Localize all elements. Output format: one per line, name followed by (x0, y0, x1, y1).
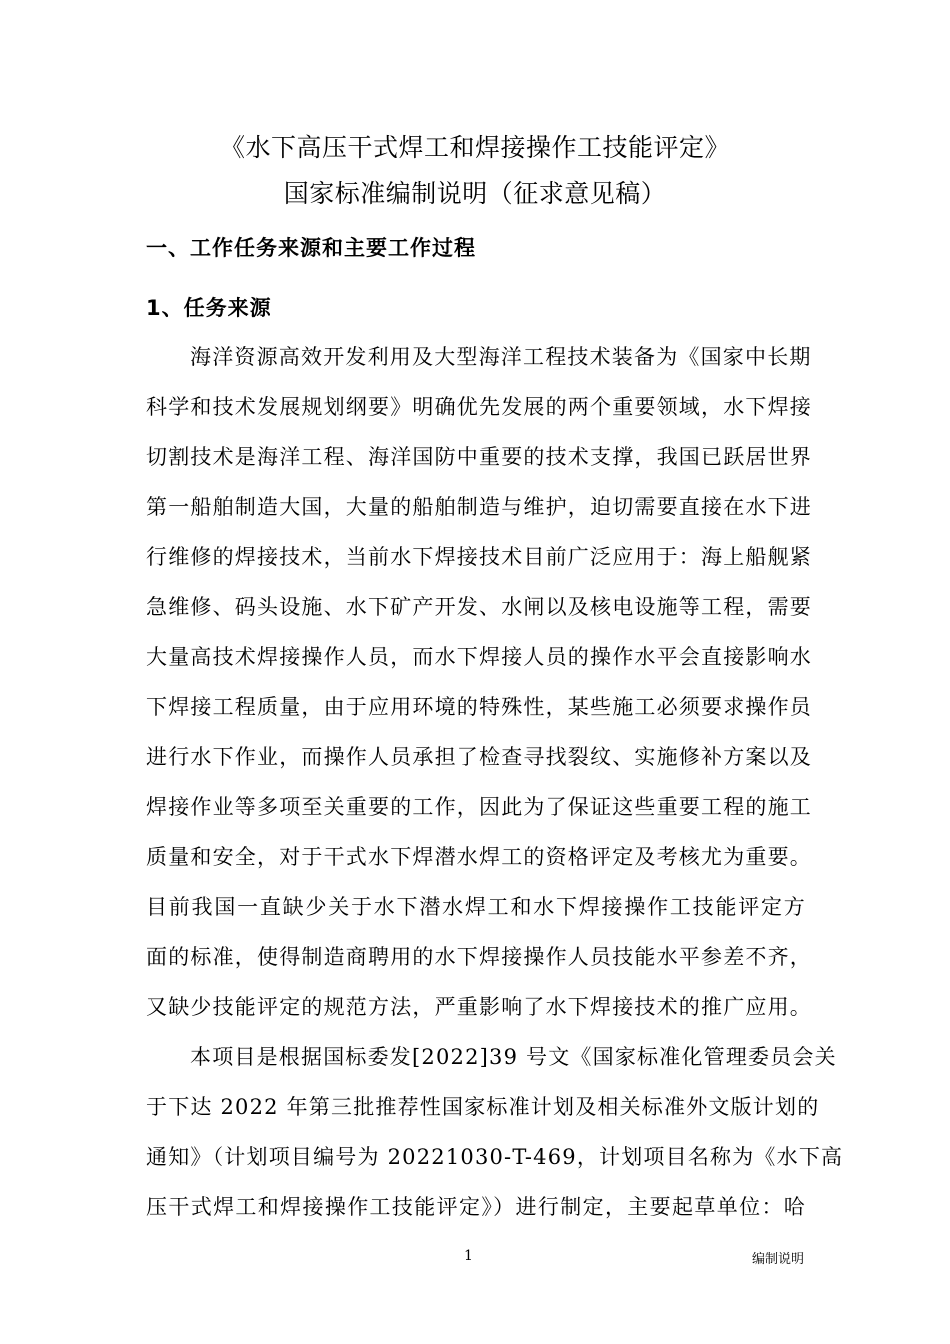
paragraph-line: 行维修的焊接技术，当前水下焊接技术目前广泛应用于：海上船舰紧 (146, 545, 812, 569)
subsection-heading: 1、任务来源 (146, 296, 272, 320)
paragraph-task-source (146, 332, 812, 1032)
paragraph-line: 压干式焊工和焊接操作工技能评定》）进行制定，主要起草单位：哈 (146, 1195, 806, 1219)
paragraph-line: 焊接作业等多项至关重要的工作，因此为了保证这些重要工程的施工 (146, 795, 812, 819)
paragraph-line: 下焊接工程质量，由于应用环境的特殊性，某些施工必须要求操作员 (146, 695, 812, 719)
paragraph-line: 大量高技术焊接操作人员，而水下焊接人员的操作水平会直接影响水 (146, 645, 812, 669)
section-heading: 一、工作任务来源和主要工作过程 (146, 236, 476, 260)
page-number: 1 (464, 1248, 473, 1264)
paragraph-line: 目前我国一直缺少关于水下潜水焊工和水下焊接操作工技能评定方 (146, 895, 806, 919)
paragraph-line: 切割技术是海洋工程、海洋国防中重要的技术支撑，我国已跃居世界 (146, 445, 812, 469)
paragraph-line: 进行水下作业，而操作人员承担了检查寻找裂纹、实施修补方案以及 (146, 745, 812, 769)
paragraph-line: 本项目是根据国标委发[2022]39 号文《国家标准化管理委员会关 (190, 1045, 837, 1069)
paragraph-line: 急维修、码头设施、水下矿产开发、水闸以及核电设施等工程，需要 (146, 595, 812, 619)
paragraph-line: 于下达 2022 年第三批推荐性国家标准计划及相关标准外文版计划的 (146, 1095, 820, 1119)
paragraph-line: 通知》（计划项目编号为 20221030-T-469，计划项目名称为《水下高 (146, 1145, 844, 1169)
paragraph-line: 面的标准，使得制造商聘用的水下焊接操作人员技能水平参差不齐， (146, 945, 812, 969)
paragraph-line: 科学和技术发展规划纲要》明确优先发展的两个重要领域，水下焊接 (146, 395, 812, 419)
footer-label: 编制说明 (752, 1252, 805, 1267)
paragraph-line: 又缺少技能评定的规范方法，严重影响了水下焊接技术的推广应用。 (146, 995, 812, 1019)
paragraph-line: 第一船舶制造大国，大量的船舶制造与维护，迫切需要直接在水下进 (146, 495, 812, 519)
paragraph-project-basis (146, 1032, 844, 1232)
paragraph-line: 质量和安全，对于干式水下焊潜水焊工的资格评定及考核尤为重要。 (146, 845, 812, 869)
paragraph-line: 海洋资源高效开发利用及大型海洋工程技术装备为《国家中长期 (190, 345, 812, 369)
document-title-line-2: 国家标准编制说明（征求意见稿） (283, 179, 667, 208)
document-title-line-1: 《水下高压干式焊工和焊接操作工技能评定》 (219, 133, 730, 162)
